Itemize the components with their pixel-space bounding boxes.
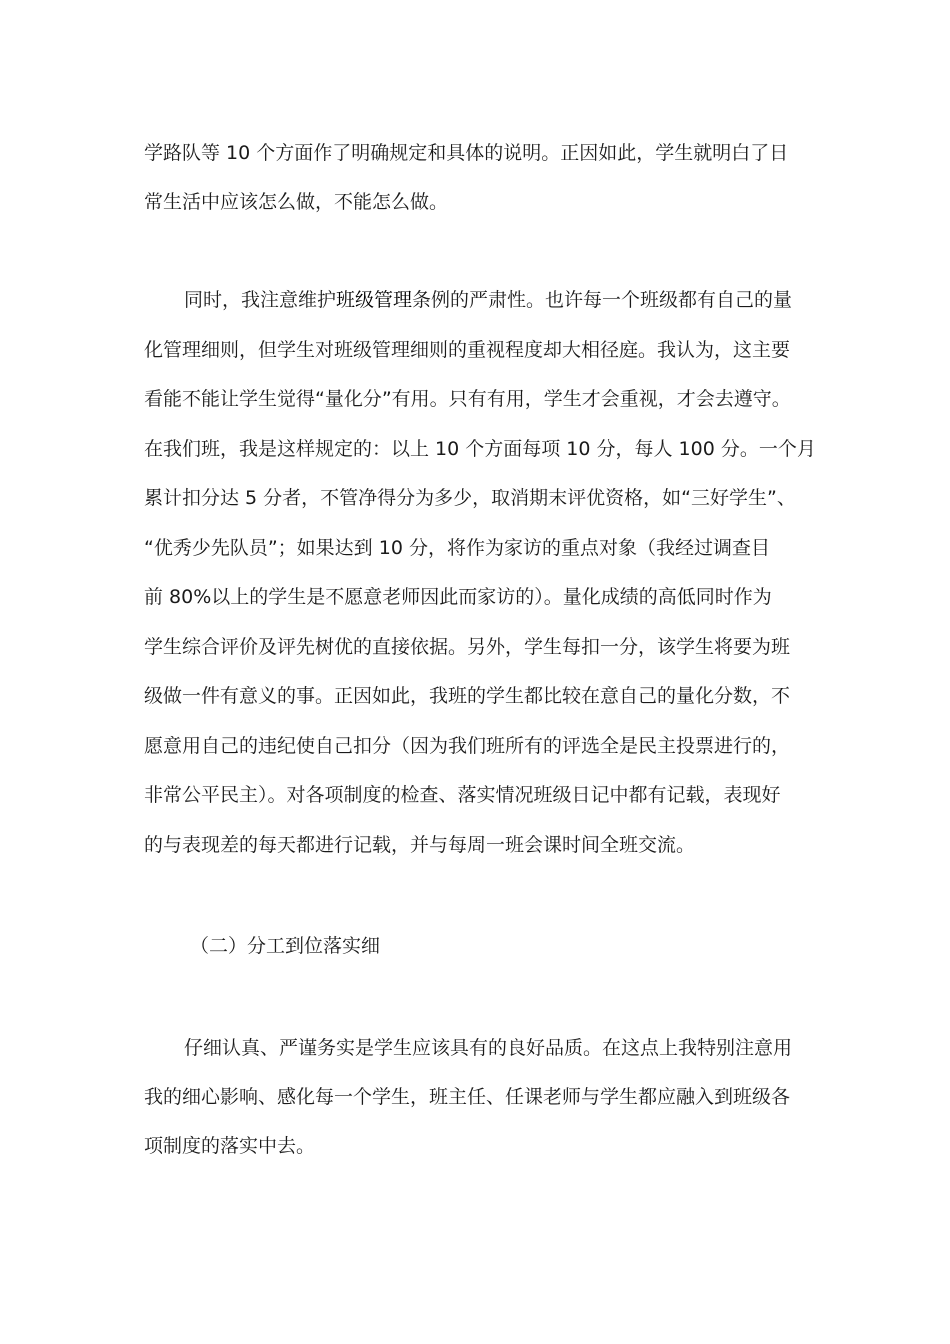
paragraph-2-line-1: [184, 287, 792, 313]
paragraph-2-line-5: 累计扣分达 5 分者，不管净得分为多少，取消期末评优资格，如“三好学生”、: [144, 487, 796, 509]
paragraph-2-line-9: 级做一件有意义的事。正因如此，我班的学生都比较在意自己的量化分数，不: [144, 685, 791, 707]
paragraph-1-line-2: 常生活中应该怎么做，不能怎么做。: [144, 191, 449, 213]
paragraph-3-line-2: 我的细心影响、感化每一个学生，班主任、任课老师与学生都应融入到班级各: [144, 1086, 791, 1108]
paragraph-2-line-4: 在我们班，我是这样规定的：以上 10 个方面每项 10 分，每人 100 分。一个月: [144, 438, 816, 460]
paragraph-2-line-7: 前 80%以上的学生是不愿意老师因此而家访的）。量化成绩的高低同时作为: [144, 586, 772, 608]
paragraph-2-line-11: 非常公平民主）。对各项制度的检查、落实情况班级日记中都有记载，表现好: [144, 784, 781, 806]
paragraph-2-suffix: 条例的严肃性。也许每一个班级都有自己的量: [412, 289, 793, 311]
paragraph-3-line-3: 项制度的落实中去。: [144, 1135, 316, 1157]
paragraph-2-line-3: 看能不能让学生觉得“量化分”有用。只有有用，学生才会重视，才会去遵守。: [144, 388, 791, 410]
paragraph-2-line-2: 化管理细则，但学生对班级管理细则的重视程度却大相径庭。我认为，这主要: [144, 339, 791, 361]
paragraph-2-line-10: 愿意用自己的违纪使自己扣分（因为我们班所有的评选全是民主投票进行的，: [144, 735, 791, 757]
paragraph-2-line-12: 的与表现差的每天都进行记载，并与每周一班会课时间全班交流。: [144, 834, 696, 856]
paragraph-2-line-8: 学生综合评价及评先树优的直接依据。另外，学生每扣一分，该学生将要为班: [144, 636, 791, 658]
paragraph-2-prefix: 同时，我注意维护: [184, 289, 337, 311]
section-heading: （二）分工到位落实细: [190, 935, 381, 957]
paragraph-2-term: 班级管理: [336, 289, 413, 311]
paragraph-1-line-1: 学路队等 10 个方面作了明确规定和具体的说明。正因如此，学生就明白了日: [144, 142, 789, 164]
paragraph-3-line-1: 仔细认真、严谨务实是学生应该具有的良好品质。在这点上我特别注意用: [184, 1037, 793, 1059]
paragraph-2-line-6: “优秀少先队员”；如果达到 10 分，将作为家访的重点对象（我经过调查目: [144, 537, 770, 559]
